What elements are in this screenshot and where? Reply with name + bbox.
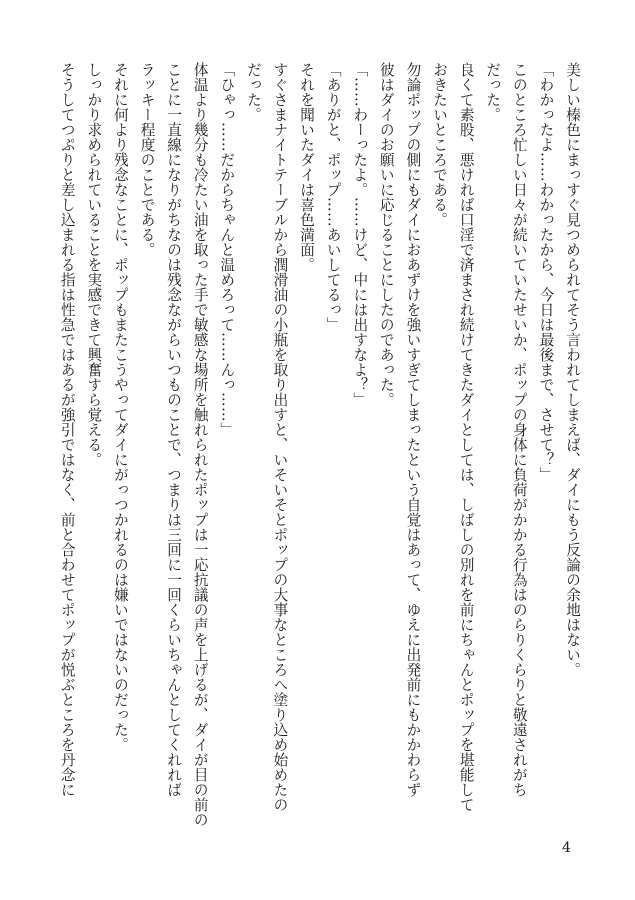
page-number: 4 (562, 840, 571, 856)
text-line: だった。 (484, 62, 502, 122)
text-line: 美しい榛色にまっすぐ見つめられてそう言われてしまえば、ダイにもう反論の余地はない。 (564, 62, 581, 677)
text-line: 「ひゃっ……だからちゃんと温めろって……んっ……」 (218, 62, 236, 437)
text-line: このところ忙しい日々が続いていたせいか、ポップの身体に負荷がかかる行為はのらりくらりと敬遠されがち (510, 62, 528, 797)
text-line: それを聞いたダイは喜色満面。 (298, 62, 316, 272)
text-line: それに何より残念なことに、ポップもまたこうやってダイにがっつかれるのは嫌いではないのだった。 (111, 62, 129, 752)
text-line: だった。 (244, 62, 262, 122)
text-line: おきたいところである。 (431, 62, 449, 227)
body-text (53, 62, 585, 827)
text-line: 体温より幾分も冷たい油を取った手で敏感な場所を触れられたポップは一応抗議の声を上げるが、ダイが目の前の (191, 62, 209, 827)
text-line: ことに一直線になりがちなのは残念ながらいつものことで、つまりは三回に一回くらいちゃんとしてくれれば (165, 62, 183, 797)
text-line: 良くて素股、悪ければ口淫で済まされ続けてきたダイとしては、しばしの別れを前にちゃんとポップを堪能して (457, 62, 475, 812)
text-line: そうしてつぷりと差し込まれる指は性急ではあるが強引ではなく、前と合わせてポップが悦ぶところを丹念に (58, 62, 76, 797)
text-line: 彼はダイのお願いに応じることにしたのであった。 (377, 62, 395, 407)
text-line: すぐさまナイトテーブルから潤滑油の小瓶を取り出すと、いそいそとポップの大事なところへ塗り込め始めたの (271, 62, 289, 812)
text-line: ラッキー程度のことである。 (138, 62, 156, 257)
text-line: しっかり求められていることを実感できて興奮すら覚える。 (85, 62, 103, 467)
text-line: 「ありがと、ポップ……あいしてるっ」 (324, 62, 342, 332)
text-line: 「……わーったよ。……けど、中には出すなよ？」 (351, 62, 369, 407)
text-line: 勿論ポップの側にもダイにおあずけを強いすぎてしまったという自覚はあって、ゆえに出発前にもかかわらず (404, 62, 422, 797)
text-line: 「わかったよ……わかったから、今日は最後まで、させて？」 (537, 62, 555, 482)
